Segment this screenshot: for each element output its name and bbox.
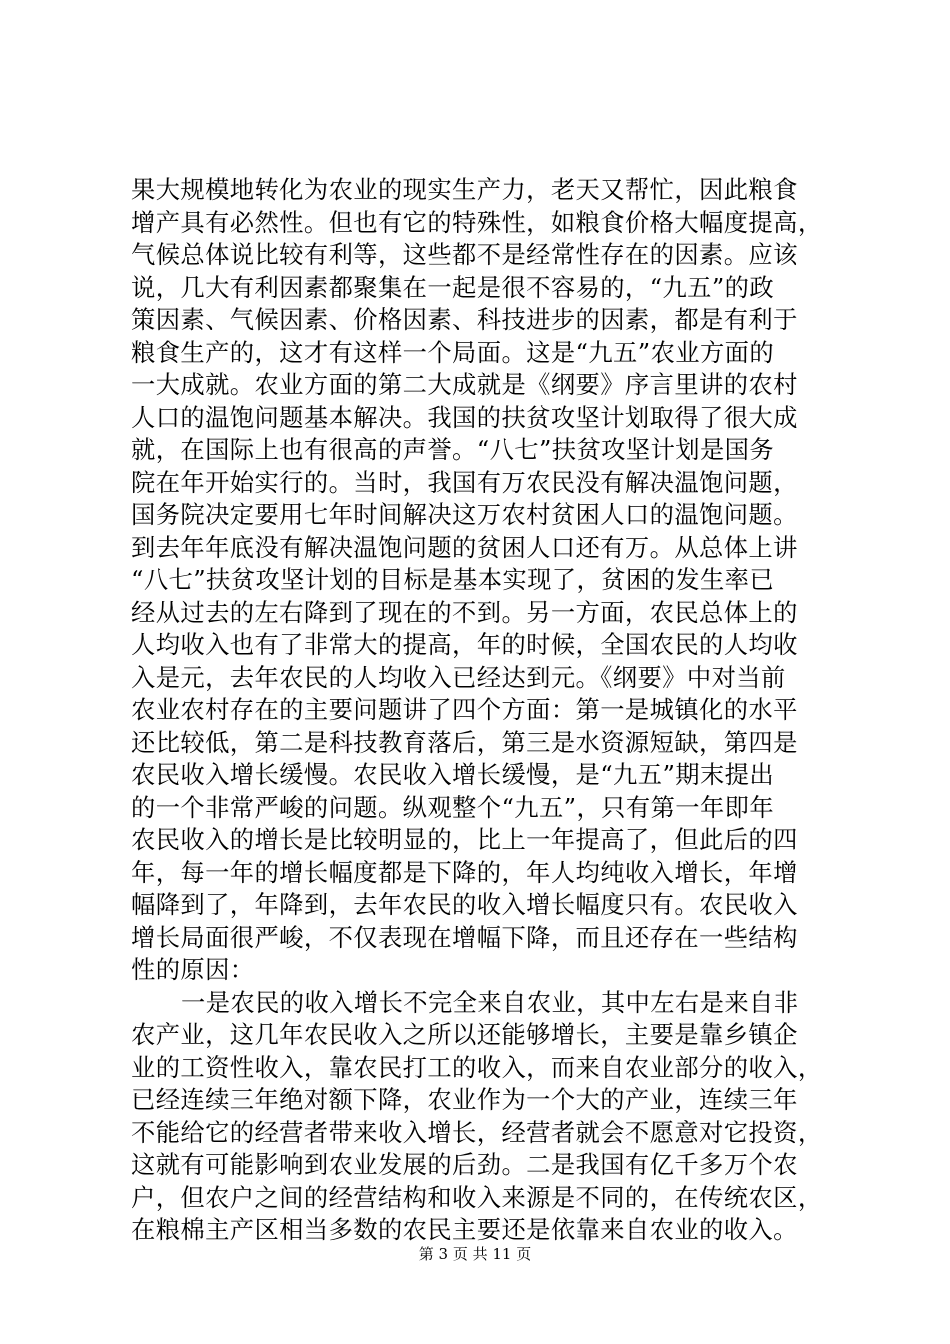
paragraph-2 bbox=[131, 987, 831, 1247]
text-line: 一大成就。农业方面的第二大成就是《纲要》序言里讲的农村 bbox=[131, 370, 798, 399]
text-line: 这就有可能影响到农业发展的后劲。二是我国有亿千多万个农 bbox=[131, 1150, 798, 1179]
text-line: 院在年开始实行的。当时，我国有万农民没有解决温饱问题， bbox=[131, 467, 798, 497]
text-line: 增产具有必然性。但也有它的特殊性，如粮食价格大幅度提高， bbox=[131, 207, 823, 237]
paragraph-1 bbox=[131, 174, 831, 987]
text-line: 果大规模地转化为农业的现实生产力，老天又帮忙，因此粮食 bbox=[131, 175, 798, 204]
text-line: 性的原因： bbox=[131, 955, 255, 984]
text-line-indented: 一是农民的收入增长不完全来自农业，其中左右是来自非 bbox=[181, 987, 799, 1017]
text-line: 粮食生产的，这才有这样一个局面。这是“九五”农业方面的 bbox=[131, 337, 775, 367]
page-number: 第 3 页 共 11 页 bbox=[418, 1245, 532, 1263]
text-line: 年，每一年的增长幅度都是下降的，年人均纯收入增长，年增 bbox=[131, 857, 798, 887]
text-line: 就，在国际上也有很高的声誉。“八七”扶贫攻坚计划是国务 bbox=[131, 435, 775, 464]
text-line: “八七”扶贫攻坚计划的目标是基本实现了，贫困的发生率已 bbox=[131, 565, 775, 594]
text-line: 人口的温饱问题基本解决。我国的扶贫攻坚计划取得了很大成 bbox=[131, 402, 798, 432]
text-line: 农民收入的增长是比较明显的，比上一年提高了，但此后的四 bbox=[131, 825, 798, 854]
text-line: 策因素、气候因素、价格因素、科技进步的因素，都是有利于 bbox=[131, 305, 798, 334]
text-line: 农民收入增长缓慢。农民收入增长缓慢，是“九五”期末提出 bbox=[131, 760, 775, 789]
text-line: 国务院决定要用七年时间解决这万农村贫困人口的温饱问题。 bbox=[131, 500, 798, 529]
text-line: 增长局面很严峻，不仅表现在增幅下降，而且还存在一些结构 bbox=[131, 922, 798, 952]
text-line: 在粮棉主产区相当多数的农民主要还是依靠来自农业的收入。 bbox=[131, 1215, 798, 1244]
text-line: 的一个非常严峻的问题。纵观整个“九五”，只有第一年即年 bbox=[131, 792, 775, 822]
text-line: 已经连续三年绝对额下降，农业作为一个大的产业，连续三年 bbox=[131, 1085, 798, 1114]
text-line: 气候总体说比较有利等，这些都不是经常性存在的因素。应该 bbox=[131, 240, 798, 269]
text-line: 农业农村存在的主要问题讲了四个方面：第一是城镇化的水平 bbox=[131, 695, 798, 724]
text-line: 入是元，去年农民的人均收入已经达到元。《纲要》中对当前 bbox=[131, 662, 786, 692]
page-footer bbox=[0, 1244, 950, 1264]
text-line: 还比较低，第二是科技教育落后，第三是水资源短缺，第四是 bbox=[131, 727, 798, 757]
text-line: 幅降到了，年降到，去年农民的收入增长幅度只有。农民收入 bbox=[131, 890, 798, 919]
text-line: 业的工资性收入，靠农民打工的收入，而来自农业部分的收入， bbox=[131, 1052, 823, 1082]
text-line: 经从过去的左右降到了现在的不到。另一方面，农民总体上的 bbox=[131, 597, 798, 627]
text-line: 不能给它的经营者带来收入增长，经营者就会不愿意对它投资， bbox=[131, 1117, 823, 1147]
text-line: 到去年年底没有解决温饱问题的贫困人口还有万。从总体上讲 bbox=[131, 532, 798, 562]
text-line: 说，几大有利因素都聚集在一起是很不容易的，“九五”的政 bbox=[131, 272, 775, 302]
body-text bbox=[131, 174, 831, 1247]
text-line: 人均收入也有了非常大的提高，年的时候，全国农民的人均收 bbox=[131, 630, 798, 659]
text-line: 农产业，这几年农民收入之所以还能够增长，主要是靠乡镇企 bbox=[131, 1020, 798, 1049]
text-line: 户，但农户之间的经营结构和收入来源是不同的，在传统农区， bbox=[131, 1182, 823, 1212]
